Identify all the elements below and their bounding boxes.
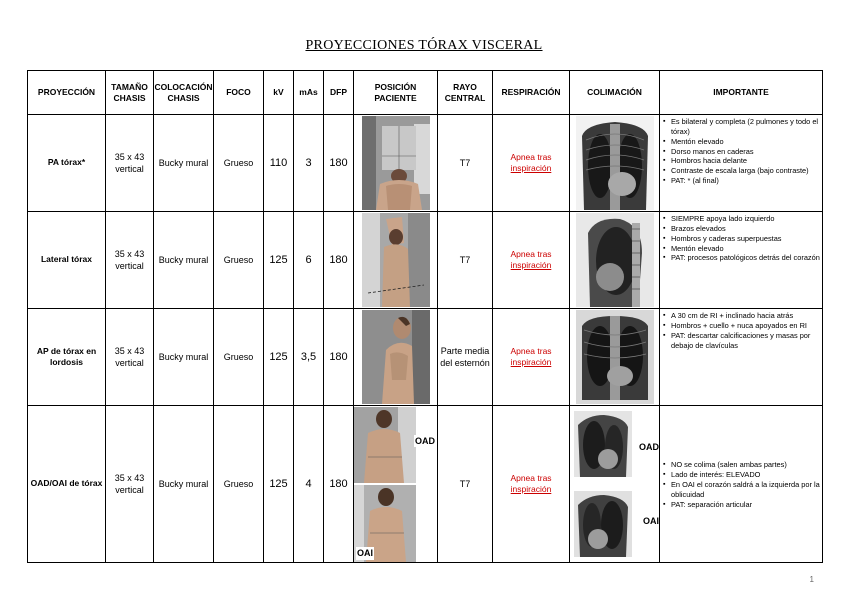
xray-lordosis xyxy=(576,310,654,404)
importante-item: ▪ Mentón elevado xyxy=(663,137,820,147)
xray-pa xyxy=(576,116,654,210)
importante-list xyxy=(663,214,820,263)
header-respiracion: RESPIRACIÓN xyxy=(493,71,570,115)
colocacion-cell: Bucky mural xyxy=(154,406,214,563)
rayo-cell: T7 xyxy=(438,406,493,563)
oblique-photos xyxy=(354,407,438,562)
header-posicion: POSICIÓN PACIENTE xyxy=(354,71,438,115)
header-colocacion: COLOCACIÓN CHASIS xyxy=(154,71,214,115)
importante-cell xyxy=(660,406,823,563)
header-rayo: RAYO CENTRAL xyxy=(438,71,493,115)
importante-item: ▪ Hombros + cuello + nuca apoyados en RI xyxy=(663,321,820,331)
header-row xyxy=(28,71,823,115)
respiracion-line-1: Apnea tras xyxy=(510,345,552,356)
importante-item: ▪ Brazos elevados xyxy=(663,224,820,234)
importante-item: ▪ SIEMPRE apoya lado izquierdo xyxy=(663,214,820,224)
oad-xray-label: OAD xyxy=(639,441,659,452)
header-tamano: TAMAÑO CHASIS xyxy=(106,71,154,115)
foco-cell: Grueso xyxy=(214,406,264,563)
importante-item: ▪ Mentón elevado xyxy=(663,244,820,254)
header-kv: kV xyxy=(264,71,294,115)
table-row xyxy=(28,406,823,563)
tamano-cell: 35 x 43 vertical xyxy=(106,309,154,406)
header-colimacion: COLIMACIÓN xyxy=(570,71,660,115)
kv-cell: 110 xyxy=(264,115,294,212)
colimacion-cell xyxy=(570,115,660,212)
rayo-cell: T7 xyxy=(438,212,493,309)
importante-item: ▪ PAT: * (al final) xyxy=(663,176,820,186)
tamano-cell: 35 x 43 vertical xyxy=(106,212,154,309)
colimacion-cell xyxy=(570,212,660,309)
respiracion-cell xyxy=(493,309,570,406)
header-proyeccion: PROYECCIÓN xyxy=(28,71,106,115)
importante-item: ▪ Hombros hacia delante xyxy=(663,156,820,166)
importante-cell xyxy=(660,115,823,212)
table-row xyxy=(28,115,823,212)
table-row xyxy=(28,212,823,309)
colocacion-cell: Bucky mural xyxy=(154,115,214,212)
oad-label: OAD xyxy=(415,435,435,446)
xray-oai xyxy=(574,491,632,557)
respiracion-line-1: Apnea tras xyxy=(510,151,552,162)
dfp-cell: 180 xyxy=(324,309,354,406)
oai-label: OAI xyxy=(357,548,374,559)
header-importante: IMPORTANTE xyxy=(660,71,823,115)
foco-cell: Grueso xyxy=(214,309,264,406)
header-dfp: DFP xyxy=(324,71,354,115)
respiracion-cell xyxy=(493,212,570,309)
proyeccion-cell: PA tórax* xyxy=(28,115,106,212)
respiracion-line-2: inspiración xyxy=(510,260,552,270)
importante-cell xyxy=(660,212,823,309)
oai-xray-label: OAI xyxy=(642,515,659,526)
colimacion-cell xyxy=(570,309,660,406)
tamano-cell: 35 x 43 vertical xyxy=(106,115,154,212)
tamano-cell: 35 x 43 vertical xyxy=(106,406,154,563)
proyeccion-cell: Lateral tórax xyxy=(28,212,106,309)
importante-item: ▪ Dorso manos en caderas xyxy=(663,147,820,157)
posicion-cell xyxy=(354,115,438,212)
page-title: PROYECCIONES TÓRAX VISCERAL xyxy=(305,38,543,53)
rayo-cell: T7 xyxy=(438,115,493,212)
kv-cell: 125 xyxy=(264,406,294,563)
dfp-cell: 180 xyxy=(324,115,354,212)
posicion-cell xyxy=(354,212,438,309)
oblique-xrays xyxy=(570,407,660,562)
respiracion-line-2: inspiración xyxy=(510,484,552,494)
colocacion-cell: Bucky mural xyxy=(154,309,214,406)
respiracion-cell xyxy=(493,406,570,563)
respiracion-line-2: inspiración xyxy=(510,357,552,367)
patient-photo-lordosis xyxy=(362,310,430,404)
importante-item: ▪ PAT: separación articular xyxy=(663,500,820,510)
xray-lateral xyxy=(576,213,654,307)
patient-photo-pa xyxy=(362,116,430,210)
importante-item: ▪ PAT: descartar calcificaciones y masas por debajo de clavículas xyxy=(663,331,820,351)
kv-cell: 125 xyxy=(264,309,294,406)
foco-cell: Grueso xyxy=(214,212,264,309)
importante-item: ▪ NO se colima (salen ambas partes) xyxy=(663,460,820,470)
respiracion-line-2: inspiración xyxy=(510,163,552,173)
projections-table xyxy=(27,70,823,563)
mas-cell: 3,5 xyxy=(294,309,324,406)
colimacion-cell xyxy=(570,406,660,563)
proyeccion-cell: AP de tórax en lordosis xyxy=(28,309,106,406)
importante-item: ▪ Hombros y caderas superpuestas xyxy=(663,234,820,244)
importante-item: ▪ Lado de interés: ELEVADO xyxy=(663,470,820,480)
rayo-cell: Parte media del esternón xyxy=(438,309,493,406)
patient-photo-oad xyxy=(354,407,416,483)
proyeccion-cell: OAD/OAI de tórax xyxy=(28,406,106,563)
header-mas: mAs xyxy=(294,71,324,115)
respiracion-cell xyxy=(493,115,570,212)
importante-item: ▪ En OAI el corazón saldrá a la izquierda por la oblicuidad xyxy=(663,480,820,500)
respiracion-line-1: Apnea tras xyxy=(510,248,552,259)
posicion-cell xyxy=(354,309,438,406)
colocacion-cell: Bucky mural xyxy=(154,212,214,309)
table-row xyxy=(28,309,823,406)
patient-photo-lateral xyxy=(362,213,430,307)
mas-cell: 4 xyxy=(294,406,324,563)
importante-cell xyxy=(660,309,823,406)
importante-item: ▪ Es bilateral y completa (2 pulmones y todo el tórax) xyxy=(663,117,820,137)
posicion-cell xyxy=(354,406,438,563)
foco-cell: Grueso xyxy=(214,115,264,212)
dfp-cell: 180 xyxy=(324,406,354,563)
dfp-cell: 180 xyxy=(324,212,354,309)
importante-list xyxy=(663,460,820,509)
mas-cell: 3 xyxy=(294,115,324,212)
page-number: 1 xyxy=(809,575,814,584)
xray-oad xyxy=(574,411,632,477)
respiracion-line-1: Apnea tras xyxy=(510,472,552,483)
importante-item: ▪ Contraste de escala larga (bajo contraste) xyxy=(663,166,820,176)
header-foco: FOCO xyxy=(214,71,264,115)
importante-item: ▪ A 30 cm de RI + inclinado hacia atrás xyxy=(663,311,820,321)
importante-item: ▪ PAT: procesos patológicos detrás del corazón xyxy=(663,253,820,263)
importante-list xyxy=(663,117,820,186)
mas-cell: 6 xyxy=(294,212,324,309)
importante-list xyxy=(663,311,820,350)
kv-cell: 125 xyxy=(264,212,294,309)
